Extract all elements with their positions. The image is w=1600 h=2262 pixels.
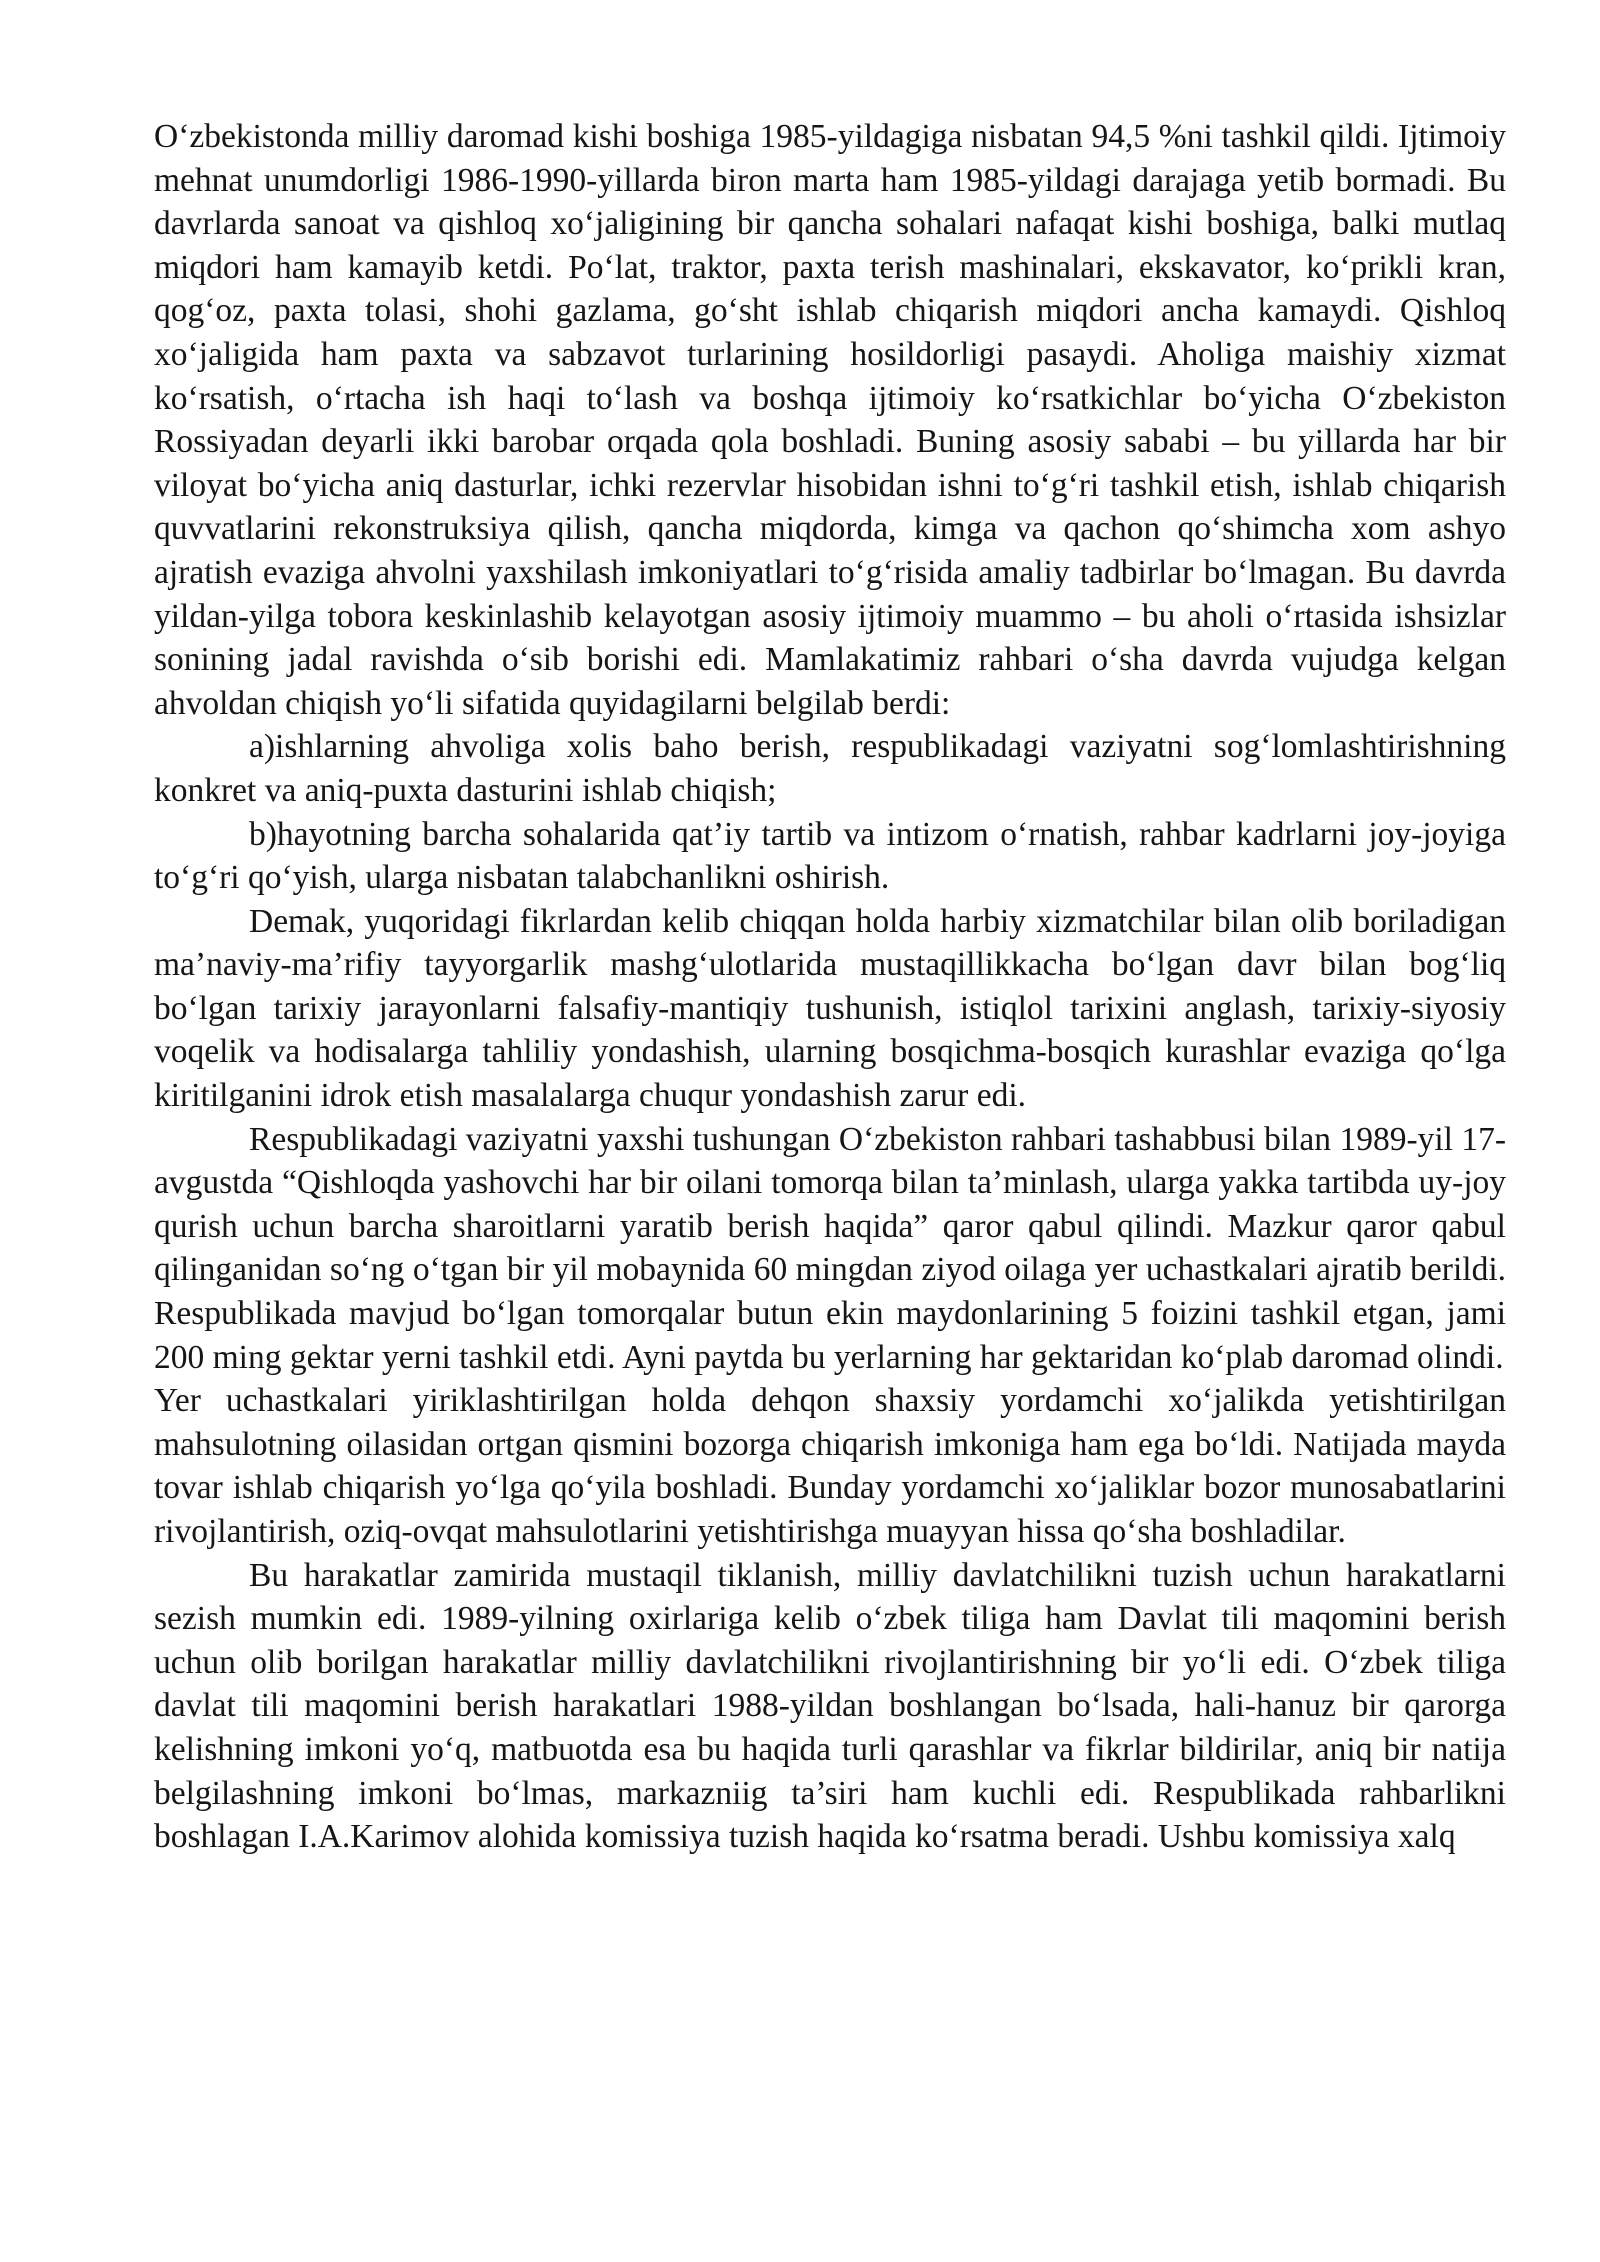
- paragraph-state-language: Bu harakatlar zamirida mustaqil tiklanish, milliy davlatchilikni tuzish uchun harakatlarni sezish mumkin edi. 1989-yilning oxirlariga kelib o‘zbek tiliga ham Davlat tili maqomini berish uchun olib borilgan harakatlar milliy davlatchilikni rivojlantirishning bir yo‘li edi. O‘zbek tiliga davlat tili maqomini berish harakatlari 1988-yildan boshlangan bo‘lsada, hali-hanuz bir qarorga kelishning imkoni yo‘q, matbuotda esa bu haqida turli qarashlar va fikrlar bildirilar, aniq bir natija belgilashning imkoni bo‘lmas, markazniig ta’siri ham kuchli edi. Respublikada rahbarlikni boshlagan I.A.Karimov alohida komissiya tuzish haqida ko‘rsatma beradi. Ushbu komissiya xalq: [154, 1556, 1506, 1856]
- paragraph-conclusion: Demak, yuqoridagi fikrlardan kelib chiqqan holda harbiy xizmatchilar bilan olib boriladigan ma’naviy-ma’rifiy tayyorgarlik mashg‘ulotlarida mustaqillikkacha bo‘lgan davr bilan bog‘liq bo‘lgan tarixiy jarayonlarni falsafiy-mantiqiy tushunish, istiqlol tarixini anglash, tarixiy-siyosiy voqelik va hodisalarga tahliliy yondashish, ularning bosqichma-bosqich kurashlar evaziga qo‘lga kiritilganini idrok etish masalalarga chuqur yondashish zarur edi.: [154, 902, 1506, 1115]
- paragraph-national-income: O‘zbekistonda milliy daromad kishi boshiga 1985-yildagiga nisbatan 94,5 %ni tashkil qildi. Ijtimoiy mehnat unumdorligi 1986-1990-yillarda biron marta ham 1985-yildagi darajaga yetib bormadi. Bu davrlarda sanoat va qishloq xo‘jaligining bir qancha sohalari nafaqat kishi boshiga, balki mutlaq miqdori ham kamayib ketdi. Po‘lat, traktor, paxta terish mashinalari, ekskavator, ko‘prikli kran, qog‘oz, paxta tolasi, shohi gazlama, go‘sht ishlab chiqarish miqdori ancha kamaydi. Qishloq xo‘jaligida ham paxta va sabzavot turlarining hosildorligi pasaydi. Aholiga maishiy xizmat ko‘rsatish, o‘rtacha ish haqi to‘lash va boshqa ijtimoiy ko‘rsatkichlar bo‘yicha O‘zbekiston Rossiyadan deyarli ikki barobar orqada qola boshladi. Buning asosiy sababi – bu yillarda har bir viloyat bo‘yicha aniq dasturlar, ichki rezervlar hisobidan ishni to‘g‘ri tashkil etish, ishlab chiqarish quvvatlarini rekonstruksiya qilish, qancha miqdorda, kimga va qachon qo‘shimcha xom ashyo ajratish evaziga ahvolni yaxshilash imkoniyatlari to‘g‘risida amaliy tadbirlar bo‘lmagan. Bu davrda yildan-yilga tobora keskinlashib kelayotgan asosiy ijtimoiy muammo – bu aholi o‘rtasida ishsizlar sonining jadal ravishda o‘sib borishi edi. Mamlakatimiz rahbari o‘sha davrda vujudga kelgan ahvoldan chiqish yo‘li sifatida quyidagilarni belgilab berdi:: [154, 118, 1506, 722]
- document-page: [154, 115, 1506, 1859]
- paragraph-list-item-b: b)hayotning barcha sohalarida qat’iy tartib va intizom o‘rnatish, rahbar kadrlarni joy-joyiga to‘g‘ri qo‘yish, ularga nisbatan talabchanlikni oshirish.: [154, 815, 1506, 897]
- paragraph-list-item-a: a)ishlarning ahvoliga xolis baho berish, respublikadagi vaziyatni sog‘lomlashtirishning konkret va aniq-puxta dasturini ishlab chiqish;: [154, 728, 1506, 809]
- paragraph-1989-decree: Respublikadagi vaziyatni yaxshi tushungan O‘zbekiston rahbari tashabbusi bilan 1989-yil 17-avgustda “Qishloqda yashovchi har bir oilani tomorqa bilan ta’minlash, ularga yakka tartibda uy-joy qurish uchun barcha sharoitlarni yaratib berish haqida” qaror qabul qilindi. Mazkur qaror qabul qilinganidan so‘ng o‘tgan bir yil mobaynida 60 mingdan ziyod oilaga yer uchastkalari ajratib berildi. Respublikada mavjud bo‘lgan tomorqalar butun ekin maydonlarining 5 foizini tashkil etgan, jami 200 ming gektar yerni tashkil etdi. Ayni paytda bu yerlarning har gektaridan ko‘plab daromad olindi.: [154, 1120, 1506, 1376]
- paragraph-land-plots: Yer uchastkalari yiriklashtirilgan holda dehqon shaxsiy yordamchi xo‘jalikda yetishtirilgan mahsulotning oilasidan ortgan qismini bozorga chiqarish imkoniga ham ega bo‘ldi. Natijada mayda tovar ishlab chiqarish yo‘lga qo‘yila boshladi. Bunday yordamchi xo‘jaliklar bozor munosabatlarini rivojlantirish, oziq-ovqat mahsulotlarini yetishtirishga muayyan hissa qo‘sha boshladilar.: [154, 1382, 1506, 1550]
